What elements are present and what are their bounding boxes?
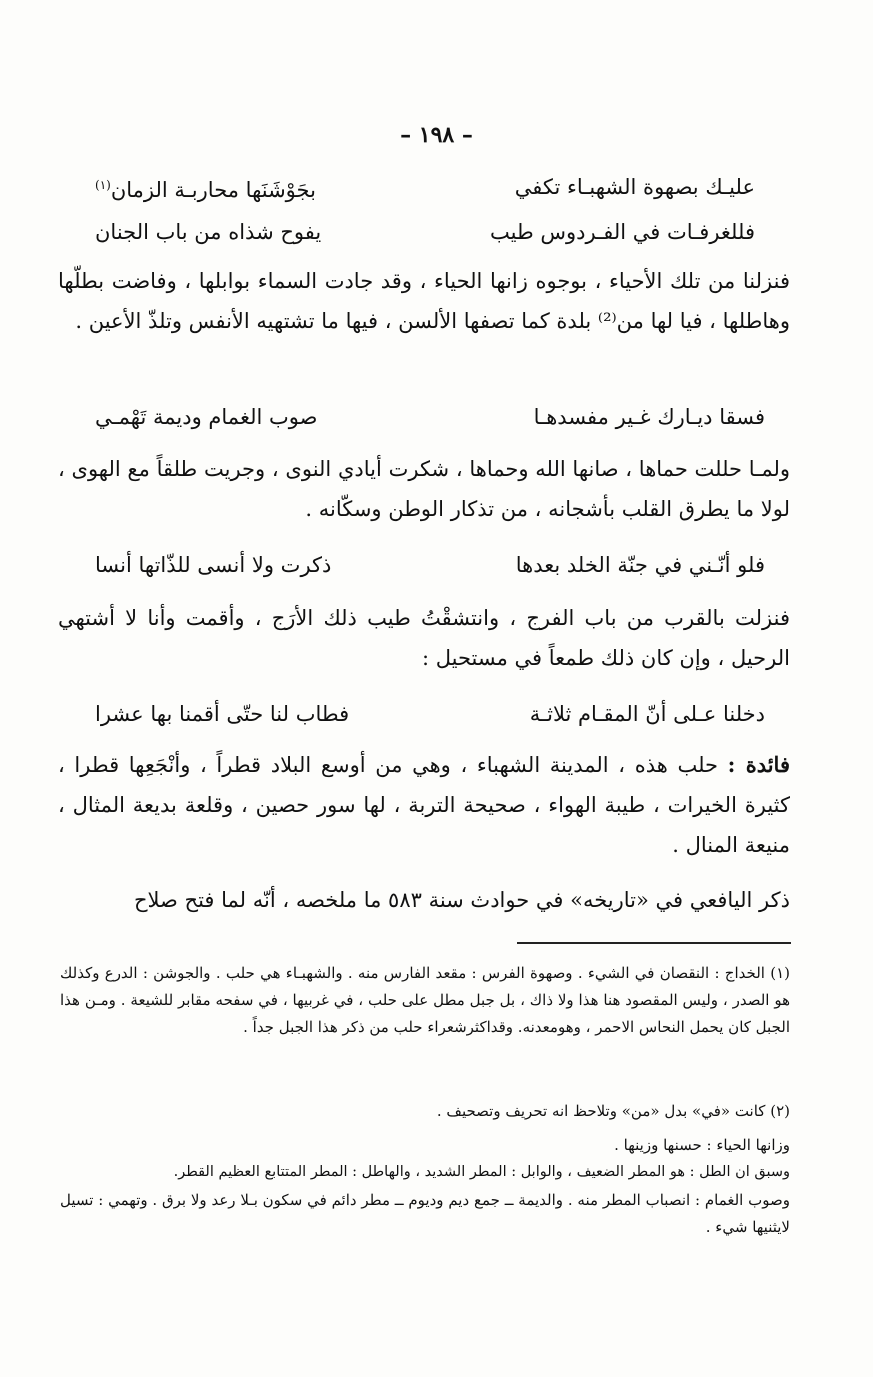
footnote-2: (٢) كانت «في» بدل «من» وتلاحظ انه تحريف وتصحيف .: [436, 1102, 790, 1120]
verse-5-second-hemistich: فطاب لنا حتّى أقمنا بها عشرا: [95, 702, 350, 726]
verse-line-5: [95, 694, 765, 734]
footnote-line-5: وصوب الغمام : انصباب المطر منه . والديمة ــ جمع ديم ودیوم ــ مطر دائم في سكون بـلا رعد ولا برق . وتهمي : تسيل لايثنيها شيء .: [60, 1191, 790, 1236]
verse-3-first-hemistich: فسقا ديـارك غـير مفسدهـا: [533, 405, 765, 429]
verse-1-second-text: بجَوْشَنَها محاربـة الزمان: [110, 177, 316, 202]
footnote-1: (١) الخداج : النقصان في الشيء . وصهوة الفرس : مقعد الفارس منه . والشهبـاء هي حلب . والجوشن : الدرع وكذلك هو الصدر ، وليس المقصود هنا هذا ولا ذاك ، بل جبل مطل على حلب ، في غربيها ، في سفحه مقابر للشيعة . ومـن هذا الجبل كان يحمل النحاس الاحمر ، وهومعدنه. وقداكثرشعراء حلب من ذكر هذا الجبل جداً .: [60, 964, 790, 1036]
prose-paragraph-3: فنزلت بالقرب من باب الفرج ، وانتشقْتُ طيب ذلك الأرَج ، وأقمت وأنا لا أشتهي الرحيل ، وإن كان ذلك طمعاً في مستحيل :: [58, 606, 790, 670]
verse-3-second-hemistich: صوب الغمام وديمة تَهْمـي: [95, 405, 318, 429]
verse-line-2: [95, 212, 755, 252]
faida-text: حلب هذه ، المدينة الشهباء ، وهي من أوسع البلاد قطراً ، وأنْجَعِها قطرا ، كثيرة الخيرات ، طيبة الهواء ، صحيحة التربة ، لها سور حصين ، وقلعة بديعة المثال ، منيعة المنال .: [58, 753, 790, 857]
footnote-line-3: وزانها الحياء : حسنها وزينها .: [614, 1136, 790, 1154]
faida-label: فائدة :: [727, 752, 790, 777]
footnote-divider: [517, 942, 791, 944]
verse-1-second-hemistich: [95, 165, 316, 210]
verse-line-1: [95, 167, 755, 207]
footnote-line-4: وسبق ان الطل : هو المطر الضعيف ، والوابل : المطر الشديد ، والهاطل : المطر المتتابع العظيم القطر.: [173, 1164, 790, 1180]
verse-4-second-hemistich: ذكرت ولا أنسى للذّاتها أنسا: [95, 553, 332, 577]
page-number: – ١٩٨ –: [400, 122, 473, 148]
verse-2-first-hemistich: فللغرفـات في الفـردوس طيب: [490, 220, 755, 244]
prose-paragraph-1: فنزلنا من تلك الأحياء ، بوجوه زانها الحياء ، وقد جادت السماء بوابلها ، وفاضت بطلّها وهاطلها ، فيا لها من⁽²⁾ بلدة كما تصفها الألسن ، فيها ما تشتهيه الأنفس وتلذّ الأعين .: [58, 269, 790, 333]
verse-line-3: [95, 397, 765, 437]
prose-paragraph-5: ذكر اليافعي في «تاريخه» في حوادث سنة ٥٨٣ ما ملخصه ، أنّه لما فتح صلاح: [133, 888, 790, 912]
prose-paragraph-2: ولمـا حللت حماها ، صانها الله وحماها ، شكرت أيادي النوى ، وجريت طلقاً مع الهوى ، لولا ما يطرق القلب بأشجانه ، من تذكار الوطن وسكّانه .: [58, 457, 790, 521]
footnote-ref-1: (١): [95, 177, 111, 192]
verse-4-first-hemistich: فلو أنّـني في جنّة الخلد بعدها: [515, 553, 765, 577]
verse-line-4: [95, 545, 765, 585]
prose-paragraph-4: [58, 745, 790, 865]
verse-2-second-hemistich: يفوح شذاه من باب الجنان: [95, 220, 322, 244]
verse-5-first-hemistich: دخلنا عـلى أنّ المقـام ثلاثـة: [529, 702, 765, 726]
verse-1-first-hemistich: عليـك بصهوة الشهبـاء تكفي: [514, 175, 755, 199]
